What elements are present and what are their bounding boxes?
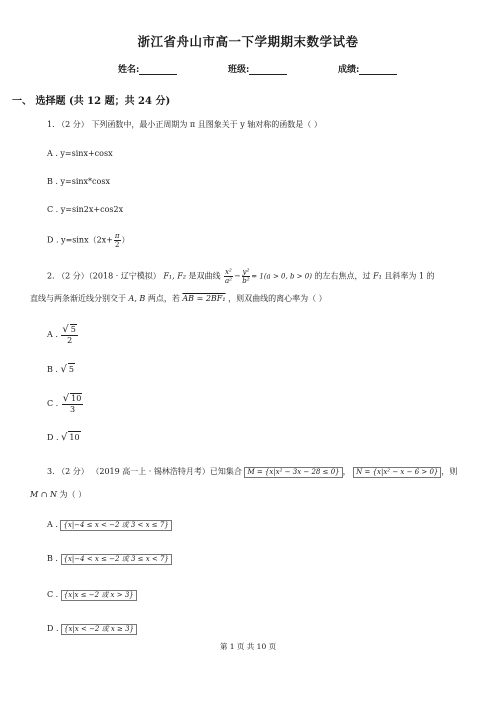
- name-label: 姓名:: [118, 65, 140, 75]
- q2-f1f2: F₁, F₂: [163, 271, 186, 281]
- sqrt-icon: √: [61, 432, 68, 443]
- score-field: [338, 62, 397, 75]
- class-label: 班级:: [228, 65, 250, 75]
- section-heading: 一、 选择题 (共 12 题；共 24 分): [12, 96, 171, 107]
- q2-stem-line2: [30, 293, 327, 304]
- q2-option-b: [47, 363, 75, 375]
- q3-stem-line2: [30, 489, 86, 500]
- q2-b2: b²: [242, 277, 250, 285]
- q2-a-rad: 5: [70, 325, 76, 334]
- q1-option-b: B . y=sinx*cosx: [47, 177, 110, 186]
- q2-option-c: [47, 393, 84, 415]
- q1-stem: 1. （2 分） 下列函数中，最小正周期为 π 且图象关于 y 轴对称的函数是（ ）: [47, 120, 322, 129]
- q2-c-den: 3: [70, 405, 76, 414]
- q2-d-rad: 10: [69, 433, 80, 442]
- q2-hyper-tail: = 1(a > 0, b > 0): [251, 272, 312, 281]
- q2-line2-b: 两点，若: [147, 294, 180, 303]
- q3-option-b: [47, 553, 172, 565]
- q3-c-label: C .: [47, 590, 59, 599]
- q2-frac-x: [224, 268, 233, 285]
- class-field: [228, 62, 287, 75]
- q2-text-3: 且斜率为 1 的: [384, 271, 435, 281]
- q3-a-set: {x|−4 ≤ x < −2 或 3 < x ≤ 7}: [60, 520, 171, 531]
- q2-c-rad: 10: [71, 394, 82, 403]
- q2-a2: a²: [224, 277, 232, 285]
- q1-d-den: 2: [114, 241, 120, 249]
- page-title: 浙江省舟山市高一下学期期末数学试卷: [137, 34, 359, 49]
- q2-c-label: C .: [47, 399, 59, 408]
- q2-f1: F₁: [373, 271, 382, 281]
- q2-x2: x²: [225, 268, 232, 276]
- q2-number: 2. （2 分）（2018 · 辽宁模拟）: [47, 271, 161, 281]
- q2-ab: A, B: [128, 294, 146, 303]
- q2-a-label: A .: [47, 330, 58, 339]
- q2-text-1: 是双曲线: [188, 271, 221, 281]
- q2-a-frac: [61, 324, 77, 346]
- score-blank: [359, 65, 397, 75]
- q3-d-label: D .: [47, 624, 59, 633]
- q1-d-prefix: D . y=sinx（2x+: [47, 235, 113, 245]
- q1-d-suffix: ）: [121, 235, 130, 245]
- q2-y2: y²: [242, 268, 250, 276]
- q3-stem-text: 3. （2 分） （2019 高一上 · 锡林浩特月考）已知集合: [47, 467, 242, 476]
- q1-option-d: [47, 232, 130, 249]
- name-blank: [139, 65, 177, 75]
- q3-option-a: [47, 519, 172, 531]
- q2-a-num: [61, 324, 77, 336]
- q3-set-m: M = {x|x² − 3x − 28 ≤ 0}: [244, 467, 342, 478]
- q2-vector-eq: AB = 2BF₁: [182, 294, 226, 303]
- q3-line2-text: 为（ ）: [59, 490, 87, 499]
- q1-d-fraction: [114, 232, 121, 249]
- sqrt-icon: √: [62, 393, 70, 404]
- class-blank: [249, 65, 287, 75]
- q3-option-c: [47, 589, 137, 601]
- q1-d-num: π: [114, 232, 120, 240]
- name-field: [118, 62, 177, 75]
- q2-text-2: 的左右焦点，过: [314, 271, 371, 281]
- q3-set-n: N = {x|x² − x − 6 > 0}: [353, 467, 441, 478]
- q2-stem: 2. （2 分）（2018 · 辽宁模拟） F₁, F₂ 是双曲线 $\frac{\text{x²}}{\text{a²}}$ − $\frac{\text{y²}}{\text{b²}}$ = 1(a > 0, b > 0) 的左右焦点，过 F₁ 且斜率为 1 的: [47, 268, 435, 285]
- q3-d-set: {x|x < −2 或 x ≥ 3}: [61, 624, 137, 635]
- q2-d-label: D .: [47, 433, 59, 442]
- q3-c-set: {x|x ≤ −2 或 x > 3}: [61, 590, 137, 601]
- q2-b-rad: 5: [68, 365, 74, 374]
- q2-b-label: B .: [47, 365, 58, 374]
- q3-b-label: B .: [47, 554, 58, 563]
- q3-a-label: A .: [47, 520, 58, 529]
- sqrt-icon: √: [62, 324, 69, 335]
- q3-stem: [47, 466, 457, 478]
- q1-option-c: C . y=sin2x+cos2x: [47, 205, 124, 214]
- q3-option-d: [47, 623, 137, 635]
- q1-option-a: A . y=sinx+cosx: [47, 149, 113, 158]
- q2-line2-a: 直线与两条渐近线分别交于: [30, 294, 126, 303]
- q2-frac-y: [242, 268, 251, 285]
- q2-c-num: [62, 393, 84, 405]
- q2-c-frac: [62, 393, 84, 415]
- q2-option-d: [47, 431, 81, 443]
- q2-line2-c: ，则双曲线的离心率为（ ）: [228, 294, 327, 303]
- score-label: 成绩:: [338, 65, 360, 75]
- q3-then: ，则: [441, 467, 458, 476]
- q2-a-den: 2: [67, 336, 73, 345]
- q3-comma: ，: [342, 467, 351, 476]
- q3-b-set: {x|−4 < x ≤ −2 或 3 ≤ x < 7}: [61, 554, 172, 565]
- q3-intersection: M ∩ N: [30, 490, 57, 499]
- q2-option-a: [47, 324, 79, 346]
- page-footer: 第 1 页 共 10 页: [219, 642, 277, 651]
- sqrt-icon: √: [60, 364, 67, 375]
